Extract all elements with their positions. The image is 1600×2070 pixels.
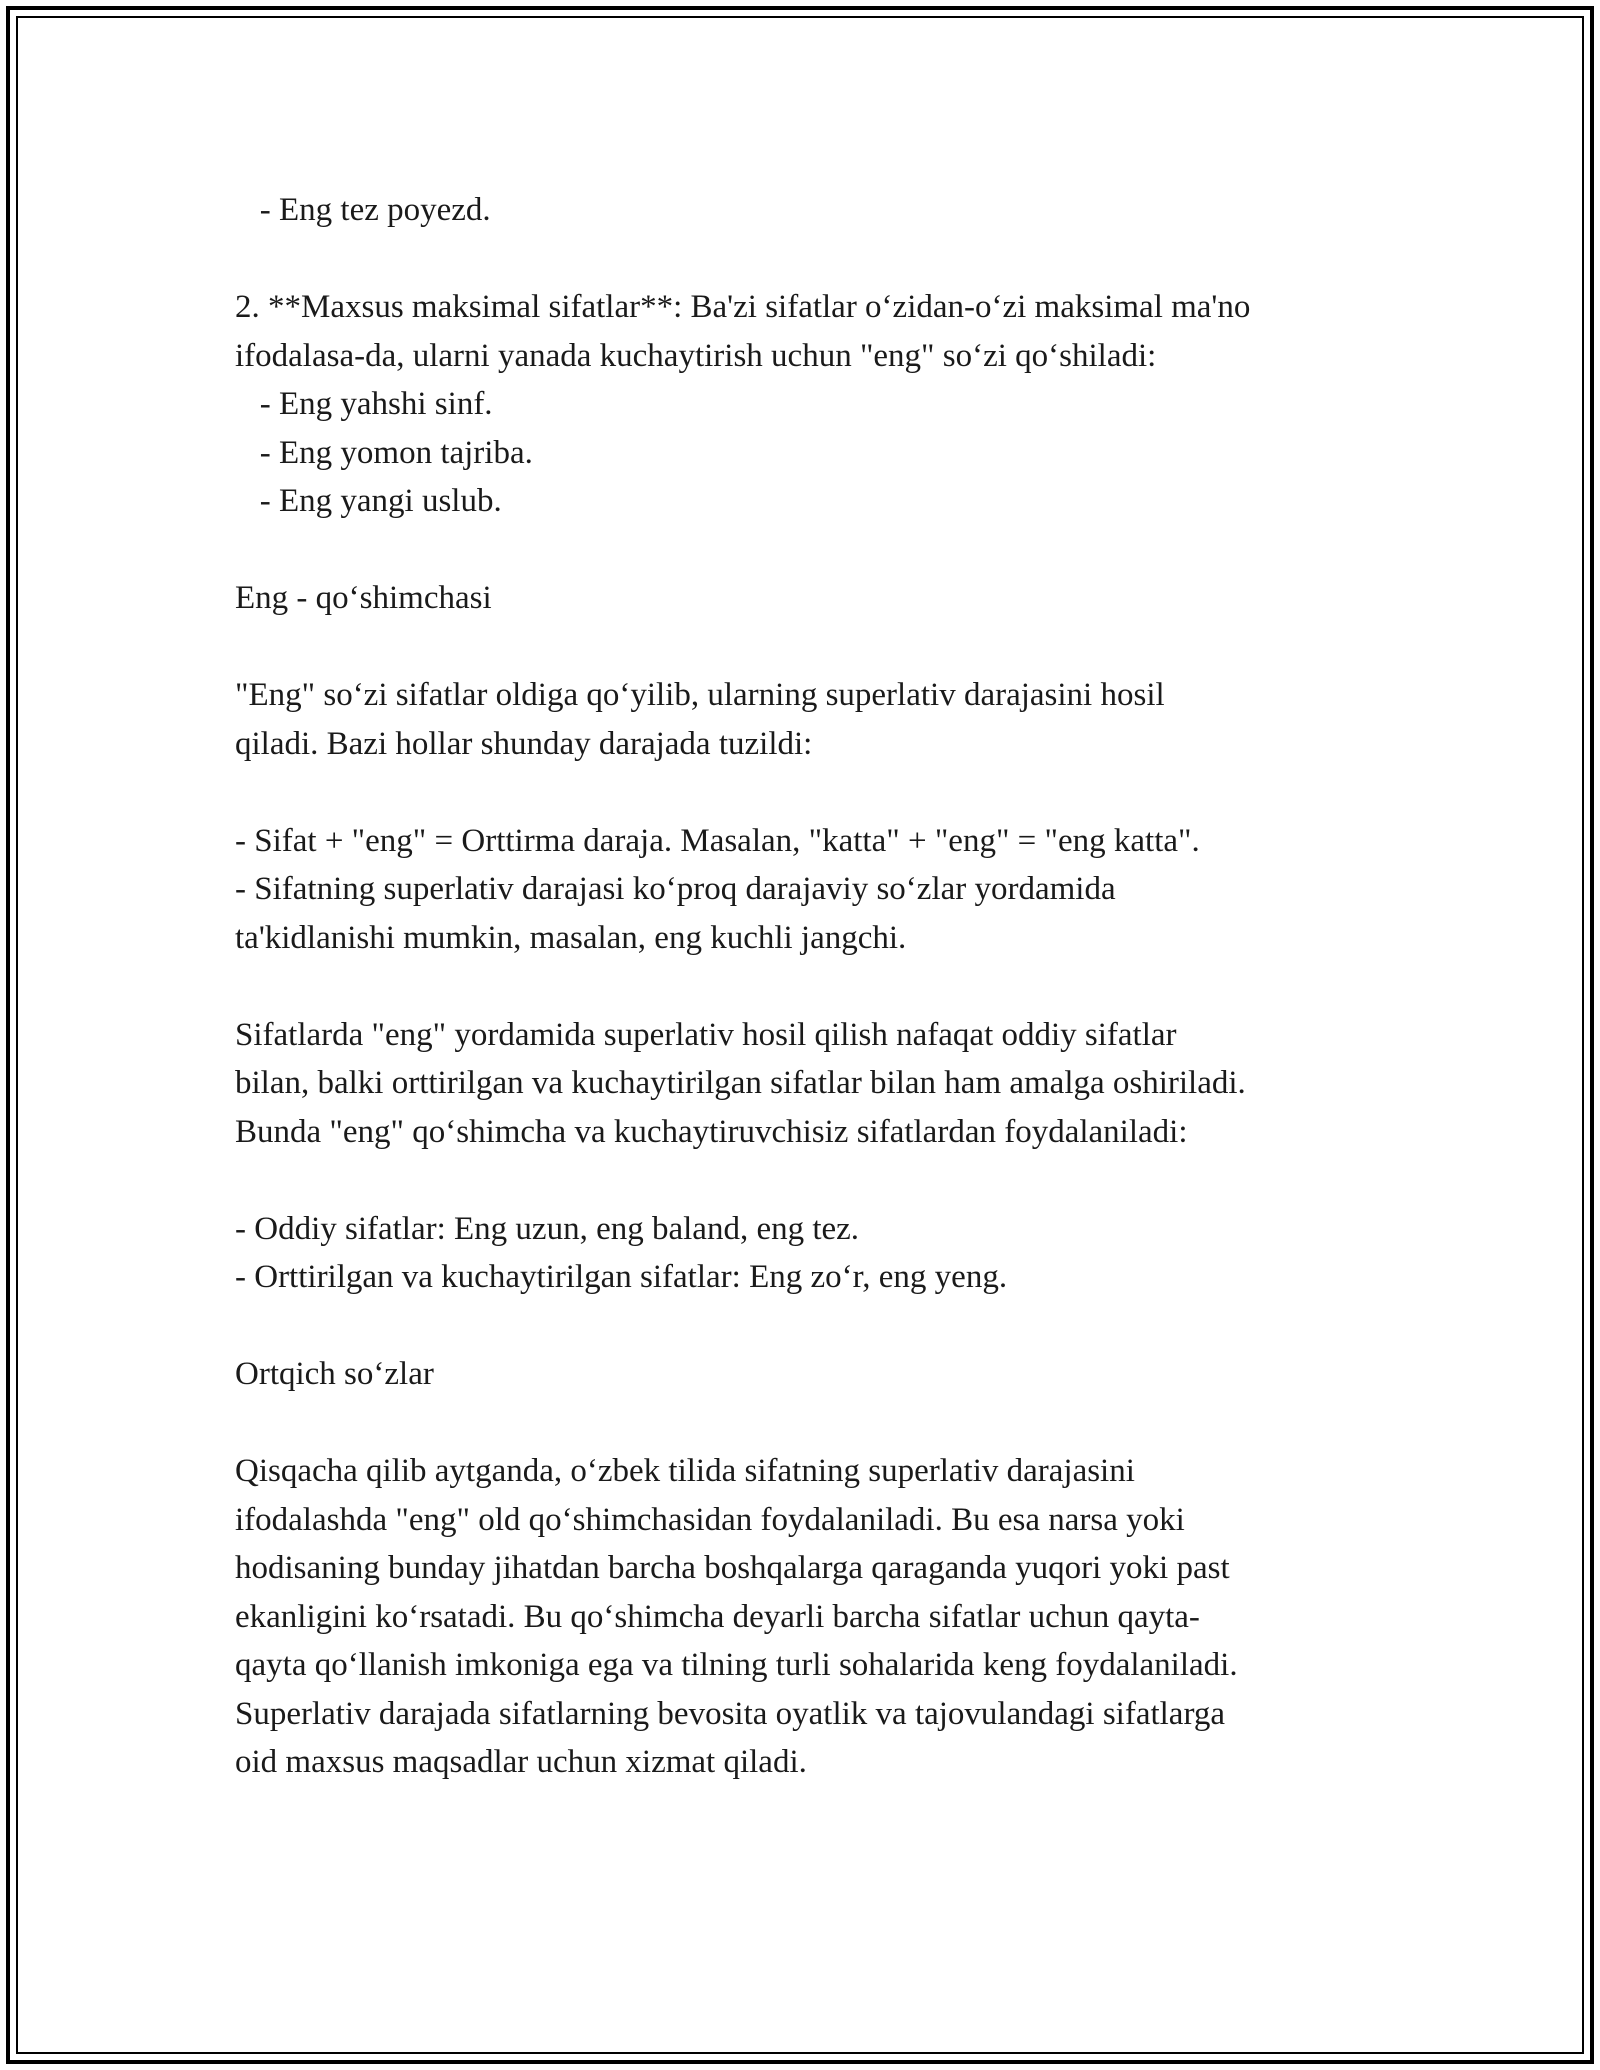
text-line: Superlativ darajada sifatlarning bevosita oyatlik va tajovulandagi sifatlarga xyxy=(235,1695,1225,1732)
text-line: oid maxsus maqsadlar uchun xizmat qiladi. xyxy=(235,1744,807,1780)
text-line: ekanligini ko‘rsatadi. Bu qo‘shimcha deyarli barcha sifatlar uchun qayta- xyxy=(235,1598,1200,1635)
list-item: - Sifat + "eng" = Orttirma daraja. Masalan, "katta" + "eng" = "eng katta". xyxy=(235,822,1200,859)
blank-line xyxy=(235,1156,1395,1205)
text-line: Qisqacha qilib aytganda, o‘zbek tilida sifatning superlativ darajasini xyxy=(235,1453,1135,1489)
list-item: - Sifatning superlativ darajasi ko‘proq darajaviy so‘zlar yordamida xyxy=(235,871,1116,907)
section-heading: Eng - qo‘shimchasi xyxy=(235,580,492,616)
list-item: - Eng yomon tajriba. xyxy=(235,434,533,471)
section-heading: Ortqich so‘zlar xyxy=(235,1356,434,1392)
blank-line xyxy=(235,526,1395,575)
text-line: Bunda "eng" qo‘shimcha va kuchaytiruvchisiz sifatlardan foydalaniladi: xyxy=(235,1113,1188,1150)
text-line: ta'kidlanishi mumkin, masalan, eng kuchli jangchi. xyxy=(235,919,907,956)
text-line: hodisaning bunday jihatdan barcha boshqalarga qaraganda yuqori yoki past xyxy=(235,1550,1230,1586)
document-body xyxy=(235,186,1395,1787)
text-line: ifodalasa-da, ularni yanada kuchaytirish uchun "eng" so‘zi qo‘shiladi: xyxy=(235,337,1157,374)
blank-line xyxy=(235,235,1395,284)
text-line: 2. **Maxsus maksimal sifatlar**: Ba'zi sifatlar o‘zidan-o‘zi maksimal ma'no xyxy=(235,289,1251,325)
list-item: - Eng yangi uslub. xyxy=(235,483,502,519)
list-item: - Oddiy sifatlar: Eng uzun, eng baland, eng tez. xyxy=(235,1210,860,1247)
blank-line xyxy=(235,623,1395,672)
text-line: bilan, balki orttirilgan va kuchaytirilgan sifatlar bilan ham amalga oshiriladi. xyxy=(235,1065,1246,1101)
list-item: - Eng yahshi sinf. xyxy=(235,386,493,422)
blank-line xyxy=(235,1302,1395,1351)
blank-line xyxy=(235,1399,1395,1448)
text-line: "Eng" so‘zi sifatlar oldiga qo‘yilib, ularning superlativ darajasini hosil xyxy=(235,677,1165,713)
text-line: ifodalashda "eng" old qo‘shimchasidan foydalaniladi. Bu esa narsa yoki xyxy=(235,1501,1185,1538)
text-line: - Eng tez poyezd. xyxy=(235,192,491,228)
list-item: - Orttirilgan va kuchaytirilgan sifatlar: Eng zo‘r, eng yeng. xyxy=(235,1259,1008,1295)
blank-line xyxy=(235,962,1395,1011)
text-line: qayta qo‘llanish imkoniga ega va tilning turli sohalarida keng foydalaniladi. xyxy=(235,1647,1238,1683)
text-line: qiladi. Bazi hollar shunday darajada tuzildi: xyxy=(235,725,813,762)
blank-line xyxy=(235,768,1395,817)
text-line: Sifatlarda "eng" yordamida superlativ hosil qilish nafaqat oddiy sifatlar xyxy=(235,1016,1177,1053)
